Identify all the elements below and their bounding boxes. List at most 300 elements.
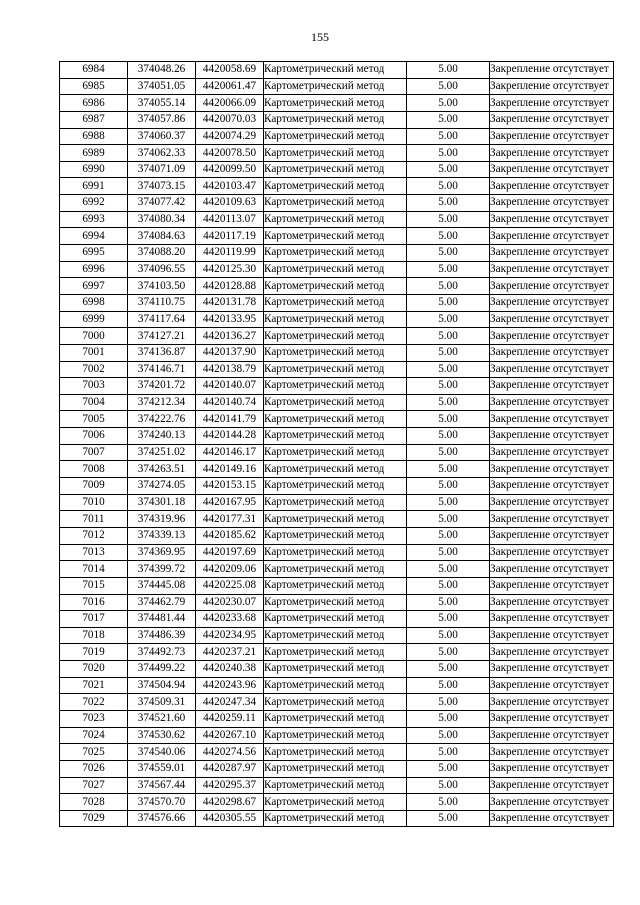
y-coordinate-cell: 4420237.21 [196,644,264,661]
point-number-cell: 7028 [60,794,128,811]
method-cell: Картометрический метод [264,228,407,245]
accuracy-cell: 5.00 [407,727,490,744]
fixation-cell: Закрепление отсутствует [490,361,614,378]
method-cell: Картометрический метод [264,627,407,644]
table-row [60,311,614,328]
y-coordinate-cell: 4420119.99 [196,245,264,262]
fixation-cell: Закрепление отсутствует [490,710,614,727]
method-cell: Картометрический метод [264,727,407,744]
point-number-cell: 7003 [60,378,128,395]
y-coordinate-cell: 4420074.29 [196,128,264,145]
method-cell: Картометрический метод [264,611,407,628]
table-row [60,461,614,478]
y-coordinate-cell: 4420234.95 [196,627,264,644]
method-cell: Картометрический метод [264,478,407,495]
point-number-cell: 7022 [60,694,128,711]
y-coordinate-cell: 4420136.27 [196,328,264,345]
x-coordinate-cell: 374127.21 [128,328,196,345]
table-row [60,478,614,495]
x-coordinate-cell: 374369.95 [128,544,196,561]
y-coordinate-cell: 4420185.62 [196,527,264,544]
y-coordinate-cell: 4420305.55 [196,810,264,827]
fixation-cell: Закрепление отсутствует [490,461,614,478]
table-row [60,378,614,395]
fixation-cell: Закрепление отсутствует [490,78,614,95]
accuracy-cell: 5.00 [407,494,490,511]
accuracy-cell: 5.00 [407,611,490,628]
fixation-cell: Закрепление отсутствует [490,760,614,777]
fixation-cell: Закрепление отсутствует [490,527,614,544]
table-row [60,178,614,195]
x-coordinate-cell: 374530.62 [128,727,196,744]
table-row [60,710,614,727]
fixation-cell: Закрепление отсутствует [490,594,614,611]
method-cell: Картометрический метод [264,161,407,178]
accuracy-cell: 5.00 [407,561,490,578]
method-cell: Картометрический метод [264,644,407,661]
fixation-cell: Закрепление отсутствует [490,328,614,345]
x-coordinate-cell: 374570.70 [128,794,196,811]
accuracy-cell: 5.00 [407,461,490,478]
y-coordinate-cell: 4420140.74 [196,394,264,411]
point-number-cell: 7007 [60,444,128,461]
accuracy-cell: 5.00 [407,278,490,295]
accuracy-cell: 5.00 [407,577,490,594]
accuracy-cell: 5.00 [407,644,490,661]
x-coordinate-cell: 374462.79 [128,594,196,611]
table-row [60,727,614,744]
accuracy-cell: 5.00 [407,744,490,761]
fixation-cell: Закрепление отсутствует [490,261,614,278]
method-cell: Картометрический метод [264,178,407,195]
x-coordinate-cell: 374088.20 [128,245,196,262]
point-number-cell: 7011 [60,511,128,528]
x-coordinate-cell: 374057.86 [128,111,196,128]
method-cell: Картометрический метод [264,145,407,162]
table-row [60,111,614,128]
fixation-cell: Закрепление отсутствует [490,577,614,594]
accuracy-cell: 5.00 [407,228,490,245]
fixation-cell: Закрепление отсутствует [490,478,614,495]
y-coordinate-cell: 4420099.50 [196,161,264,178]
x-coordinate-cell: 374559.01 [128,760,196,777]
point-number-cell: 7012 [60,527,128,544]
y-coordinate-cell: 4420243.96 [196,677,264,694]
accuracy-cell: 5.00 [407,178,490,195]
accuracy-cell: 5.00 [407,428,490,445]
table-row [60,361,614,378]
x-coordinate-cell: 374576.66 [128,810,196,827]
accuracy-cell: 5.00 [407,311,490,328]
point-number-cell: 7018 [60,627,128,644]
fixation-cell: Закрепление отсутствует [490,95,614,112]
x-coordinate-cell: 374146.71 [128,361,196,378]
table-body [60,62,614,827]
table-row [60,577,614,594]
accuracy-cell: 5.00 [407,760,490,777]
method-cell: Картометрический метод [264,710,407,727]
x-coordinate-cell: 374540.06 [128,744,196,761]
x-coordinate-cell: 374445.08 [128,577,196,594]
table-row [60,694,614,711]
method-cell: Картометрический метод [264,760,407,777]
accuracy-cell: 5.00 [407,361,490,378]
accuracy-cell: 5.00 [407,195,490,212]
point-number-cell: 6997 [60,278,128,295]
method-cell: Картометрический метод [264,95,407,112]
point-number-cell: 7026 [60,760,128,777]
y-coordinate-cell: 4420144.28 [196,428,264,445]
y-coordinate-cell: 4420070.03 [196,111,264,128]
table-row [60,444,614,461]
fixation-cell: Закрепление отсутствует [490,428,614,445]
x-coordinate-cell: 374110.75 [128,294,196,311]
fixation-cell: Закрепление отсутствует [490,810,614,827]
y-coordinate-cell: 4420103.47 [196,178,264,195]
point-number-cell: 7027 [60,777,128,794]
table-row [60,294,614,311]
accuracy-cell: 5.00 [407,128,490,145]
x-coordinate-cell: 374060.37 [128,128,196,145]
x-coordinate-cell: 374117.64 [128,311,196,328]
y-coordinate-cell: 4420209.06 [196,561,264,578]
page-number: 155 [311,30,329,44]
fixation-cell: Закрепление отсутствует [490,544,614,561]
fixation-cell: Закрепление отсутствует [490,644,614,661]
method-cell: Картометрический метод [264,444,407,461]
fixation-cell: Закрепление отсутствует [490,777,614,794]
accuracy-cell: 5.00 [407,211,490,228]
accuracy-cell: 5.00 [407,394,490,411]
accuracy-cell: 5.00 [407,627,490,644]
x-coordinate-cell: 374201.72 [128,378,196,395]
method-cell: Картометрический метод [264,344,407,361]
fixation-cell: Закрепление отсутствует [490,278,614,295]
accuracy-cell: 5.00 [407,694,490,711]
point-number-cell: 6998 [60,294,128,311]
y-coordinate-cell: 4420287.97 [196,760,264,777]
point-number-cell: 7025 [60,744,128,761]
fixation-cell: Закрепление отсутствует [490,627,614,644]
point-number-cell: 7024 [60,727,128,744]
accuracy-cell: 5.00 [407,161,490,178]
fixation-cell: Закрепление отсутствует [490,677,614,694]
y-coordinate-cell: 4420133.95 [196,311,264,328]
table-row [60,494,614,511]
y-coordinate-cell: 4420131.78 [196,294,264,311]
y-coordinate-cell: 4420125.30 [196,261,264,278]
accuracy-cell: 5.00 [407,95,490,112]
point-number-cell: 7002 [60,361,128,378]
fixation-cell: Закрепление отсутствует [490,161,614,178]
x-coordinate-cell: 374301.18 [128,494,196,511]
method-cell: Картометрический метод [264,411,407,428]
method-cell: Картометрический метод [264,278,407,295]
method-cell: Картометрический метод [264,594,407,611]
fixation-cell: Закрепление отсутствует [490,694,614,711]
table-row [60,95,614,112]
accuracy-cell: 5.00 [407,245,490,262]
table-row [60,161,614,178]
x-coordinate-cell: 374051.05 [128,78,196,95]
fixation-cell: Закрепление отсутствует [490,294,614,311]
point-number-cell: 7029 [60,810,128,827]
table-row [60,777,614,794]
x-coordinate-cell: 374499.22 [128,661,196,678]
y-coordinate-cell: 4420167.95 [196,494,264,511]
point-number-cell: 7015 [60,577,128,594]
y-coordinate-cell: 4420197.69 [196,544,264,561]
accuracy-cell: 5.00 [407,344,490,361]
x-coordinate-cell: 374077.42 [128,195,196,212]
y-coordinate-cell: 4420267.10 [196,727,264,744]
accuracy-cell: 5.00 [407,511,490,528]
accuracy-cell: 5.00 [407,294,490,311]
method-cell: Картометрический метод [264,62,407,79]
accuracy-cell: 5.00 [407,62,490,79]
method-cell: Картометрический метод [264,78,407,95]
fixation-cell: Закрепление отсутствует [490,444,614,461]
method-cell: Картометрический метод [264,111,407,128]
x-coordinate-cell: 374251.02 [128,444,196,461]
fixation-cell: Закрепление отсутствует [490,394,614,411]
y-coordinate-cell: 4420137.90 [196,344,264,361]
accuracy-cell: 5.00 [407,794,490,811]
y-coordinate-cell: 4420061.47 [196,78,264,95]
point-number-cell: 6986 [60,95,128,112]
point-number-cell: 7021 [60,677,128,694]
table-row [60,411,614,428]
fixation-cell: Закрепление отсутствует [490,245,614,262]
point-number-cell: 6985 [60,78,128,95]
y-coordinate-cell: 4420240.38 [196,661,264,678]
table-row [60,328,614,345]
x-coordinate-cell: 374504.94 [128,677,196,694]
accuracy-cell: 5.00 [407,328,490,345]
method-cell: Картометрический метод [264,810,407,827]
method-cell: Картометрический метод [264,128,407,145]
x-coordinate-cell: 374062.33 [128,145,196,162]
method-cell: Картометрический метод [264,361,407,378]
table-row [60,394,614,411]
point-number-cell: 6996 [60,261,128,278]
point-number-cell: 7001 [60,344,128,361]
y-coordinate-cell: 4420141.79 [196,411,264,428]
accuracy-cell: 5.00 [407,378,490,395]
y-coordinate-cell: 4420146.17 [196,444,264,461]
table-row [60,261,614,278]
point-number-cell: 6995 [60,245,128,262]
method-cell: Картометрический метод [264,527,407,544]
y-coordinate-cell: 4420230.07 [196,594,264,611]
method-cell: Картометрический метод [264,328,407,345]
method-cell: Картометрический метод [264,461,407,478]
x-coordinate-cell: 374048.26 [128,62,196,79]
table-row [60,511,614,528]
x-coordinate-cell: 374096.55 [128,261,196,278]
table-row [60,245,614,262]
y-coordinate-cell: 4420149.16 [196,461,264,478]
method-cell: Картометрический метод [264,311,407,328]
point-number-cell: 7005 [60,411,128,428]
table-row [60,211,614,228]
fixation-cell: Закрепление отсутствует [490,178,614,195]
method-cell: Картометрический метод [264,577,407,594]
table-row [60,145,614,162]
x-coordinate-cell: 374492.73 [128,644,196,661]
fixation-cell: Закрепление отсутствует [490,511,614,528]
method-cell: Картометрический метод [264,428,407,445]
point-number-cell: 7009 [60,478,128,495]
method-cell: Картометрический метод [264,211,407,228]
method-cell: Картометрический метод [264,378,407,395]
point-number-cell: 6999 [60,311,128,328]
y-coordinate-cell: 4420259.11 [196,710,264,727]
accuracy-cell: 5.00 [407,544,490,561]
fixation-cell: Закрепление отсутствует [490,794,614,811]
table-row [60,344,614,361]
y-coordinate-cell: 4420113.07 [196,211,264,228]
x-coordinate-cell: 374222.76 [128,411,196,428]
method-cell: Картометрический метод [264,661,407,678]
fixation-cell: Закрепление отсутствует [490,145,614,162]
table-row [60,744,614,761]
point-number-cell: 7013 [60,544,128,561]
y-coordinate-cell: 4420109.63 [196,195,264,212]
point-number-cell: 6991 [60,178,128,195]
point-number-cell: 7016 [60,594,128,611]
point-number-cell: 7008 [60,461,128,478]
method-cell: Картометрический метод [264,511,407,528]
x-coordinate-cell: 374073.15 [128,178,196,195]
fixation-cell: Закрепление отсутствует [490,62,614,79]
x-coordinate-cell: 374509.31 [128,694,196,711]
method-cell: Картометрический метод [264,195,407,212]
x-coordinate-cell: 374481.44 [128,611,196,628]
point-number-cell: 6993 [60,211,128,228]
point-number-cell: 6987 [60,111,128,128]
table-row [60,760,614,777]
table-row [60,594,614,611]
table-row [60,810,614,827]
accuracy-cell: 5.00 [407,261,490,278]
point-number-cell: 7019 [60,644,128,661]
fixation-cell: Закрепление отсутствует [490,494,614,511]
table-row [60,527,614,544]
method-cell: Картометрический метод [264,794,407,811]
x-coordinate-cell: 374263.51 [128,461,196,478]
method-cell: Картометрический метод [264,677,407,694]
accuracy-cell: 5.00 [407,661,490,678]
point-number-cell: 6989 [60,145,128,162]
x-coordinate-cell: 374486.39 [128,627,196,644]
method-cell: Картометрический метод [264,294,407,311]
point-number-cell: 7004 [60,394,128,411]
accuracy-cell: 5.00 [407,111,490,128]
y-coordinate-cell: 4420058.69 [196,62,264,79]
y-coordinate-cell: 4420233.68 [196,611,264,628]
accuracy-cell: 5.00 [407,478,490,495]
table-row [60,278,614,295]
point-number-cell: 6984 [60,62,128,79]
x-coordinate-cell: 374071.09 [128,161,196,178]
method-cell: Картометрический метод [264,544,407,561]
fixation-cell: Закрепление отсутствует [490,311,614,328]
y-coordinate-cell: 4420298.67 [196,794,264,811]
x-coordinate-cell: 374212.34 [128,394,196,411]
y-coordinate-cell: 4420274.56 [196,744,264,761]
point-number-cell: 6990 [60,161,128,178]
y-coordinate-cell: 4420153.15 [196,478,264,495]
table-row [60,78,614,95]
accuracy-cell: 5.00 [407,444,490,461]
y-coordinate-cell: 4420247.34 [196,694,264,711]
point-number-cell: 6988 [60,128,128,145]
fixation-cell: Закрепление отсутствует [490,727,614,744]
accuracy-cell: 5.00 [407,594,490,611]
y-coordinate-cell: 4420140.07 [196,378,264,395]
table-row [60,62,614,79]
x-coordinate-cell: 374240.13 [128,428,196,445]
accuracy-cell: 5.00 [407,78,490,95]
table-row [60,128,614,145]
table-row [60,611,614,628]
point-number-cell: 7000 [60,328,128,345]
method-cell: Картометрический метод [264,561,407,578]
fixation-cell: Закрепление отсутствует [490,744,614,761]
x-coordinate-cell: 374136.87 [128,344,196,361]
x-coordinate-cell: 374567.44 [128,777,196,794]
fixation-cell: Закрепление отсутствует [490,344,614,361]
method-cell: Картометрический метод [264,394,407,411]
y-coordinate-cell: 4420295.37 [196,777,264,794]
point-number-cell: 7023 [60,710,128,727]
table-row [60,661,614,678]
y-coordinate-cell: 4420177.31 [196,511,264,528]
y-coordinate-cell: 4420117.19 [196,228,264,245]
method-cell: Картометрический метод [264,777,407,794]
method-cell: Картометрический метод [264,494,407,511]
x-coordinate-cell: 374319.96 [128,511,196,528]
table-row [60,544,614,561]
fixation-cell: Закрепление отсутствует [490,661,614,678]
method-cell: Картометрический метод [264,245,407,262]
point-number-cell: 7014 [60,561,128,578]
accuracy-cell: 5.00 [407,810,490,827]
table-row [60,677,614,694]
table-row [60,228,614,245]
accuracy-cell: 5.00 [407,145,490,162]
x-coordinate-cell: 374055.14 [128,95,196,112]
fixation-cell: Закрепление отсутствует [490,111,614,128]
fixation-cell: Закрепление отсутствует [490,611,614,628]
fixation-cell: Закрепление отсутствует [490,378,614,395]
point-number-cell: 6994 [60,228,128,245]
table-row [60,195,614,212]
x-coordinate-cell: 374084.63 [128,228,196,245]
fixation-cell: Закрепление отсутствует [490,561,614,578]
point-number-cell: 7010 [60,494,128,511]
method-cell: Картометрический метод [264,261,407,278]
x-coordinate-cell: 374399.72 [128,561,196,578]
table-row [60,627,614,644]
y-coordinate-cell: 4420138.79 [196,361,264,378]
accuracy-cell: 5.00 [407,411,490,428]
accuracy-cell: 5.00 [407,777,490,794]
x-coordinate-cell: 374521.60 [128,710,196,727]
point-number-cell: 7006 [60,428,128,445]
accuracy-cell: 5.00 [407,677,490,694]
